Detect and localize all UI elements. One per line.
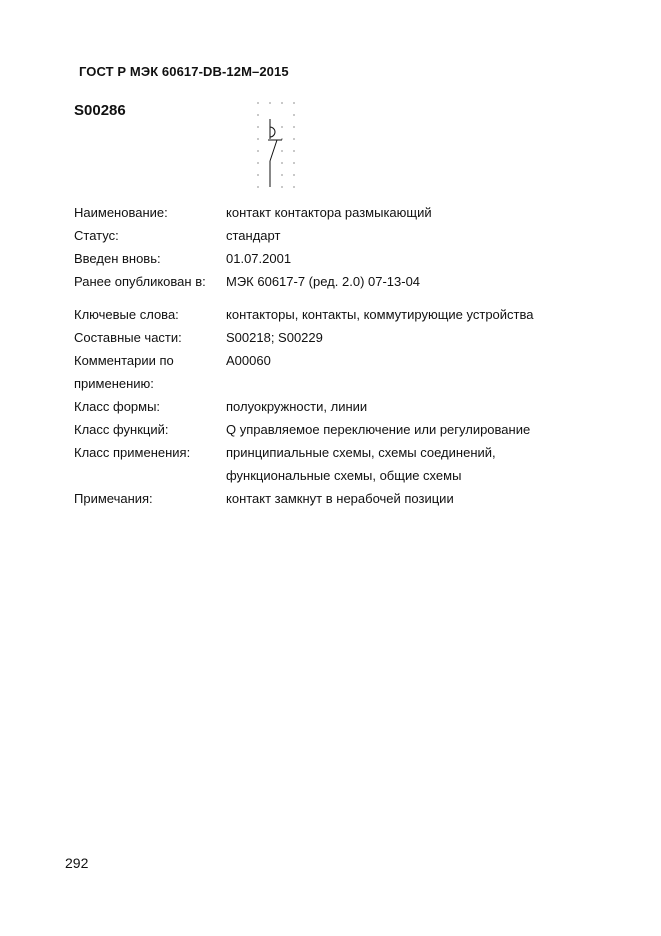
field-value: контакт замкнут в нерабочей позиции (226, 491, 454, 506)
field-value: функциональные схемы, общие схемы (226, 468, 462, 483)
field-label: Ключевые слова: (74, 307, 179, 322)
field-label: Статус: (74, 228, 119, 243)
field-value: 01.07.2001 (226, 251, 292, 266)
field-value: МЭК 60617-7 (ред. 2.0) 07-13-04 (226, 274, 421, 289)
grid-dots (257, 102, 294, 187)
field-value: полуокружности, линии (226, 399, 368, 414)
field-value: A00060 (226, 353, 271, 368)
field-value: контакт контактора размыкающий (226, 205, 432, 220)
field-label: применению: (74, 376, 154, 391)
field-value: S00218; S00229 (226, 330, 323, 345)
field-label: Класс формы: (74, 399, 161, 414)
field-label: Класс применения: (74, 445, 191, 460)
field-value: стандарт (226, 228, 281, 243)
page-number: 292 (65, 855, 89, 871)
document-header: ГОСТ Р МЭК 60617-DB-12M–2015 (79, 64, 289, 79)
field-label: Введен вновь: (74, 251, 161, 266)
field-value: Q управляемое переключение или регулирование (226, 422, 531, 437)
field-label: Наименование: (74, 205, 168, 220)
field-label: Комментарии по (74, 353, 174, 368)
field-label: Составные части: (74, 330, 182, 345)
field-label: Примечания: (74, 491, 153, 506)
field-label: Ранее опубликован в: (74, 274, 206, 289)
contactor-break-contact-symbol (250, 97, 300, 192)
field-value: контакторы, контакты, коммутирующие устройства (226, 307, 534, 322)
symbol-code: S00286 (74, 102, 126, 119)
field-label: Класс функций: (74, 422, 169, 437)
field-value: принципиальные схемы, схемы соединений, (226, 445, 496, 460)
